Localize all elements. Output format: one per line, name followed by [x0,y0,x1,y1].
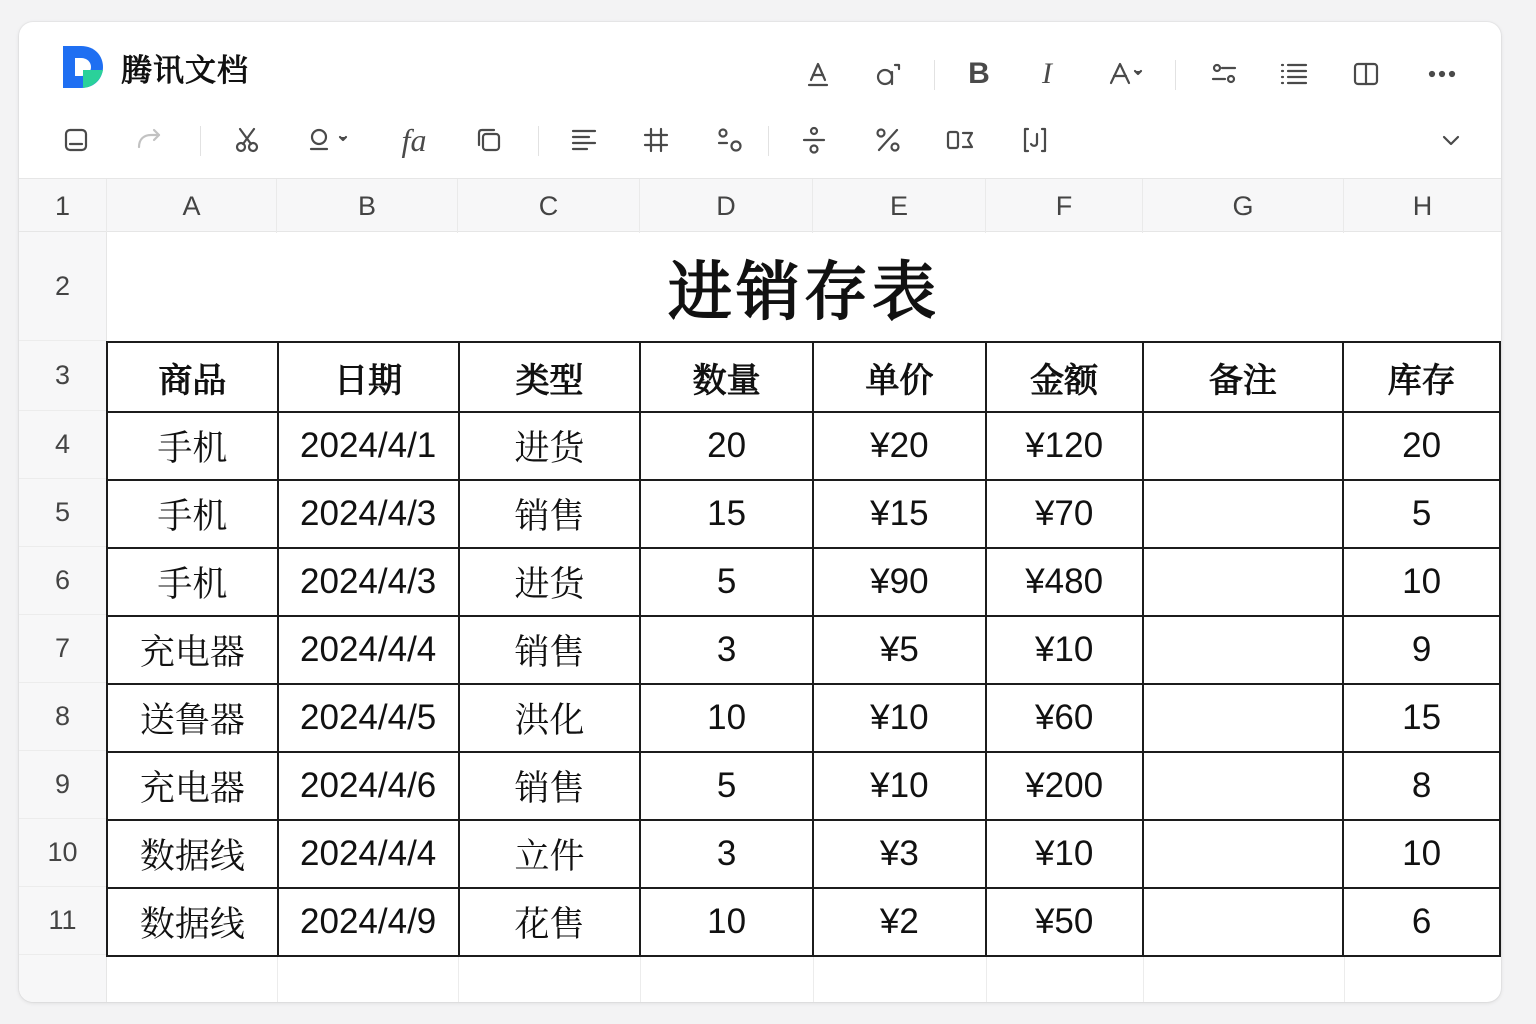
expand-icon[interactable] [1431,120,1471,160]
table-cell[interactable] [1143,480,1344,548]
table-cell[interactable]: ¥70 [986,480,1143,548]
table-cell[interactable]: 10 [1343,548,1500,616]
table-cell[interactable]: 3 [640,616,813,684]
border-icon[interactable] [636,120,676,160]
header-cell-type[interactable]: 类型 [459,342,641,412]
brand [61,42,249,92]
cut-icon[interactable] [227,120,267,160]
table-cell[interactable]: 5 [640,548,813,616]
table-row [107,888,1500,956]
font-size-icon[interactable] [868,54,908,94]
header-cell-amount[interactable]: 金额 [986,342,1143,412]
inventory-table [106,341,1501,957]
align-icon[interactable] [564,120,604,160]
table-cell[interactable]: ¥10 [813,684,986,752]
table-cell[interactable]: 销售 [459,752,641,820]
table-cell[interactable]: 15 [1343,684,1500,752]
row-header-11[interactable]: 11 [19,887,107,955]
column-header-bar [19,178,1501,232]
table-cell[interactable]: ¥10 [986,616,1143,684]
table-cell[interactable]: ¥10 [986,820,1143,888]
table-cell[interactable]: 手机 [107,548,278,616]
table-cell[interactable]: 20 [1343,412,1500,480]
table-cell[interactable]: 10 [1343,820,1500,888]
number-format-icon[interactable] [941,120,981,160]
sheet-title-cell[interactable]: 进销存表 [668,256,940,330]
app-title: 腾讯文档 [121,52,249,89]
row-header-3[interactable]: 3 [19,341,107,411]
grid-line [640,955,641,1002]
table-cell[interactable]: 5 [1343,480,1500,548]
grid-line [986,955,987,1002]
grid-line [458,955,459,1002]
table-cell[interactable]: 15 [640,480,813,548]
row-header-6[interactable]: 6 [19,547,107,615]
column-header-a[interactable]: A [107,179,277,233]
table-cell[interactable]: 数据线 [107,888,278,956]
table-cell[interactable]: 进货 [459,412,641,480]
table-cell[interactable]: ¥120 [986,412,1143,480]
table-row [107,616,1500,684]
more-icon[interactable] [1422,54,1462,94]
row-header-10[interactable]: 10 [19,819,107,887]
table-cell[interactable] [1143,888,1344,956]
row-header-9[interactable]: 9 [19,751,107,819]
split-view-icon[interactable] [1346,54,1386,94]
function-icon[interactable]: fa [401,122,427,158]
bold-icon[interactable]: B [968,57,990,90]
table-cell[interactable]: ¥60 [986,684,1143,752]
column-header-d[interactable]: D [640,179,813,233]
header-cell-stock[interactable]: 库存 [1343,342,1500,412]
table-cell[interactable]: 数据线 [107,820,278,888]
table-cell[interactable]: ¥90 [813,548,986,616]
table-cell[interactable] [1143,616,1344,684]
save-icon[interactable] [56,120,96,160]
toolbar-divider [538,126,539,156]
table-cell[interactable]: 6 [1343,888,1500,956]
table-row [107,480,1500,548]
row-header-corner[interactable]: 1 [19,179,107,233]
table-cell[interactable] [1143,412,1344,480]
table-cell[interactable]: 2024/4/1 [278,412,459,480]
table-cell[interactable]: 立件 [459,820,641,888]
table-cell[interactable]: 充电器 [107,752,278,820]
table-cell[interactable] [1143,752,1344,820]
text-color-icon[interactable] [798,54,838,94]
table-row [107,548,1500,616]
table-cell[interactable]: 进货 [459,548,641,616]
column-header-f[interactable]: F [986,179,1143,233]
column-header-g[interactable]: G [1143,179,1344,233]
table-row [107,412,1500,480]
table-cell[interactable] [1143,548,1344,616]
header-cell-unit-price[interactable]: 单价 [813,342,986,412]
percent-format-icon[interactable] [710,120,750,160]
row-header-8[interactable]: 8 [19,683,107,751]
table-cell[interactable]: 洪化 [459,684,641,752]
row-header-5[interactable]: 5 [19,479,107,547]
redo-icon[interactable] [129,120,169,160]
fill-color-icon[interactable] [300,120,360,160]
grid-line [813,955,814,1002]
table-cell[interactable]: 10 [640,888,813,956]
table-cell[interactable]: 5 [640,752,813,820]
toolbar-divider [1175,60,1176,90]
table-cell[interactable]: ¥20 [813,412,986,480]
table-row [107,820,1500,888]
table-header-row [107,342,1500,412]
grid-line [1143,955,1144,1002]
header-cell-product[interactable]: 商品 [107,342,278,412]
table-cell[interactable]: 销售 [459,616,641,684]
row-header-4[interactable]: 4 [19,411,107,479]
list-icon[interactable] [1274,54,1314,94]
app-window [19,22,1501,1002]
toolbar-divider [768,126,769,156]
percent-icon[interactable] [868,120,908,160]
table-cell[interactable]: 2024/4/3 [278,480,459,548]
grid-line [277,955,278,1002]
table-cell[interactable]: ¥10 [813,752,986,820]
table-cell[interactable]: 手机 [107,412,278,480]
table-cell[interactable]: ¥2 [813,888,986,956]
font-color-icon[interactable] [1101,54,1153,94]
table-cell[interactable]: ¥50 [986,888,1143,956]
copy-icon[interactable] [469,120,509,160]
row-header-2[interactable]: 2 [19,232,107,341]
table-cell[interactable]: 送鲁器 [107,684,278,752]
header-cell-date[interactable]: 日期 [278,342,459,412]
table-cell[interactable]: ¥15 [813,480,986,548]
table-cell[interactable]: 2024/4/9 [278,888,459,956]
table-cell[interactable] [1143,820,1344,888]
italic-icon[interactable]: I [1042,57,1052,90]
table-row [107,752,1500,820]
table-cell[interactable]: 9 [1343,616,1500,684]
table-cell[interactable]: 8 [1343,752,1500,820]
table-cell[interactable]: 2024/4/3 [278,548,459,616]
table-cell[interactable]: ¥3 [813,820,986,888]
formula-icon[interactable] [1015,120,1055,160]
table-cell[interactable]: 充电器 [107,616,278,684]
table-cell[interactable]: ¥5 [813,616,986,684]
table-cell[interactable]: 2024/4/4 [278,616,459,684]
table-cell[interactable]: 2024/4/5 [278,684,459,752]
row-header-7[interactable]: 7 [19,615,107,683]
table-cell[interactable]: 手机 [107,480,278,548]
table-cell[interactable]: 2024/4/4 [278,820,459,888]
grid-line [1344,955,1345,1002]
table-cell[interactable]: 3 [640,820,813,888]
filter-icon[interactable] [1204,54,1244,94]
table-cell[interactable]: 销售 [459,480,641,548]
table-cell[interactable]: 10 [640,684,813,752]
column-header-e[interactable]: E [813,179,986,233]
table-cell[interactable]: ¥480 [986,548,1143,616]
tencent-docs-logo [61,42,105,92]
toolbar-divider [934,60,935,90]
toolbar-divider [200,126,201,156]
table-cell[interactable]: 2024/4/6 [278,752,459,820]
column-header-h[interactable]: H [1412,190,1433,221]
table-cell[interactable]: 花售 [459,888,641,956]
table-cell[interactable]: ¥200 [986,752,1143,820]
divide-icon[interactable] [794,120,834,160]
row-header-blank[interactable] [19,955,107,1002]
table-row [107,684,1500,752]
column-header-b[interactable]: B [277,179,458,233]
table-cell[interactable]: 20 [640,412,813,480]
header-cell-note[interactable]: 备注 [1143,342,1344,412]
table-cell[interactable] [1143,684,1344,752]
header-cell-quantity[interactable]: 数量 [640,342,813,412]
column-header-c[interactable]: C [458,179,640,233]
